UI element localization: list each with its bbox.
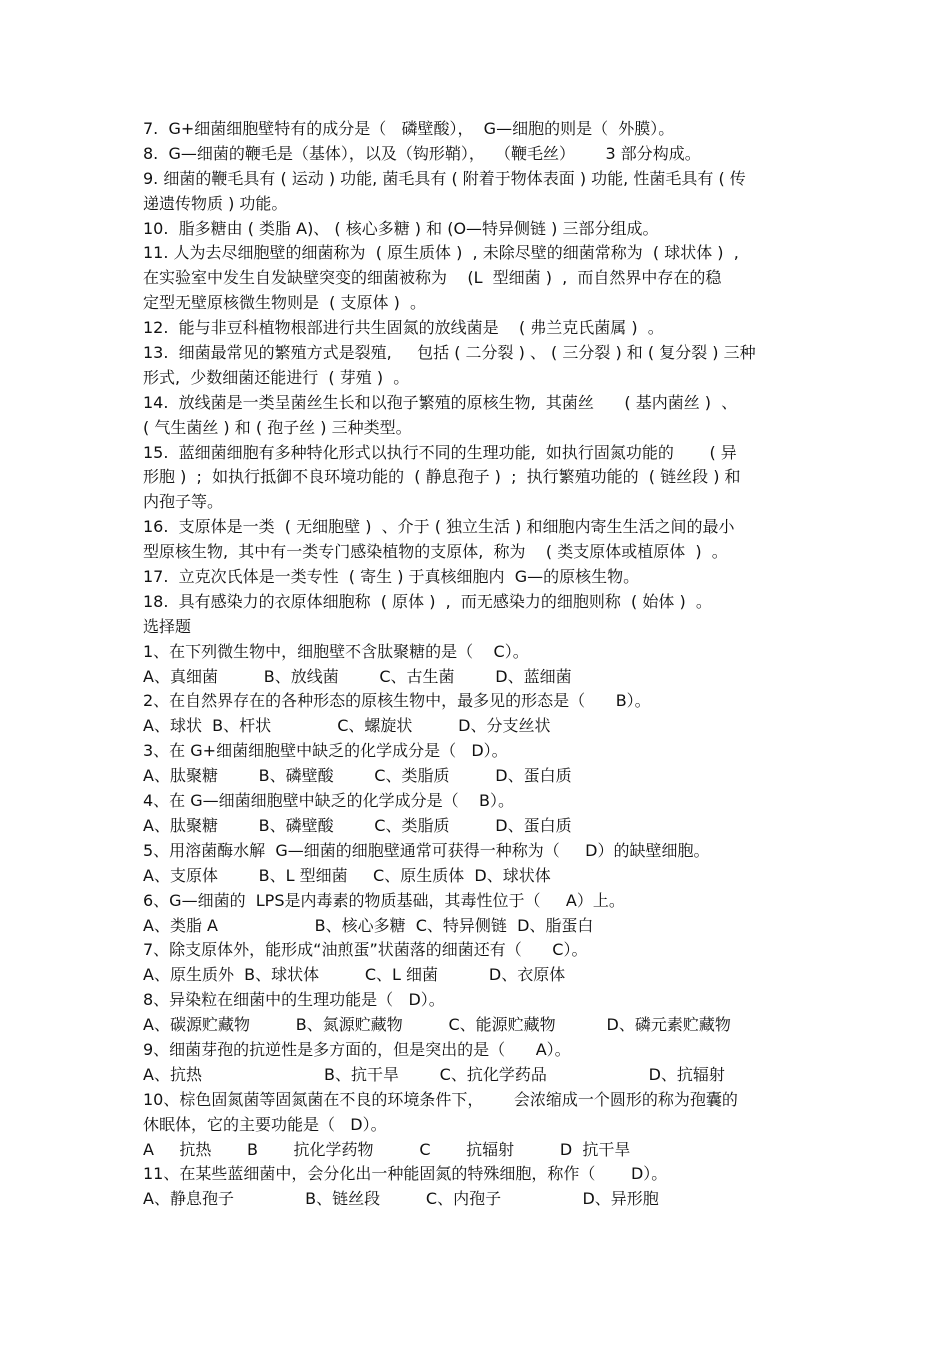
text-line: 10. 脂多糖由 ( 类脂 A)、 ( 核心多糖 ) 和 (O—特异侧链 ) 三部分组成。	[143, 218, 659, 238]
text-line: A、肽聚糖 B、磷壁酸 C、类脂质 D、蛋白质	[143, 815, 572, 835]
text-line: A、静息孢子 B、链丝段 C、内孢子 D、异形胞	[143, 1189, 659, 1209]
text-line: 11. 人为去尽细胞壁的细菌称为 ( 原生质体 ) , 未除尽壁的细菌常称为 ( 球状体 ) ,	[143, 243, 739, 263]
text-line: A、抗热 B、抗干旱 C、抗化学药品 D、抗辐射	[143, 1064, 725, 1084]
text-line: 休眠体，它的主要功能是（ D）。	[143, 1114, 387, 1134]
text-line: 10、棕色固氮菌等固氮菌在不良的环境条件下， 会浓缩成一个圆形的称为孢囊的	[143, 1089, 738, 1109]
text-line: 在实验室中发生自发缺壁突变的细菌被称为 (L 型细菌 ) , 而自然界中存在的稳	[143, 268, 722, 288]
text-line: 14. 放线菌是一类呈菌丝生长和以孢子繁殖的原核生物, 其菌丝 ( 基内菌丝 ) 、	[143, 392, 738, 412]
text-line: 型原核生物, 其中有一类专门感染植物的支原体, 称为 ( 类支原体或植原体 ) 。	[143, 542, 728, 562]
text-line: A、肽聚糖 B、磷壁酸 C、类脂质 D、蛋白质	[143, 766, 572, 786]
text-line: 18. 具有感染力的衣原体细胞称 ( 原体 ) , 而无感染力的细胞则称 ( 始体 ) 。	[143, 591, 712, 611]
text-line: 8、异染粒在细菌中的生理功能是（ D）。	[143, 990, 445, 1010]
text-line: 形胞 ) ; 如执行抵御不良环境功能的 ( 静息孢子 ) ; 执行繁殖功能的 ( 链丝段 ) 和	[143, 467, 741, 487]
text-line: 1、在下列微生物中，细胞壁不含肽聚糖的是（ C）。	[143, 641, 529, 661]
text-line: 12. 能与非豆科植物根部进行共生固氮的放线菌是 ( 弗兰克氏菌属 ) 。	[143, 318, 664, 338]
text-line: A、支原体 B、L 型细菌 C、原生质体 D、球状体	[143, 865, 551, 885]
text-line: 2、在自然界存在的各种形态的原核生物中，最多见的形态是（ B）。	[143, 691, 651, 711]
text-line: 形式, 少数细菌还能进行 ( 芽殖 ) 。	[143, 367, 410, 387]
text-line: A、类脂 A B、核心多糖 C、特异侧链 D、脂蛋白	[143, 915, 594, 935]
text-line: A、原生质外 B、球状体 C、L 细菌 D、衣原体	[143, 965, 566, 985]
text-line: 7. G+细菌细胞壁特有的成分是（ 磷壁酸）， G—细胞的则是（ 外膜）。	[143, 119, 675, 138]
text-line: 13. 细菌最常见的繁殖方式是裂殖, 包括 ( 二分裂 ) 、 ( 三分裂 ) 和 ( 复分裂 ) 三种	[143, 343, 756, 363]
text-line: A、球状 B、杆状 C、螺旋状 D、分支丝状	[143, 716, 551, 736]
document-body	[143, 117, 815, 1212]
text-line: 16. 支原体是一类 ( 无细胞壁 ) 、介于 ( 独立生活 ) 和细胞内寄生生活之间的最小	[143, 517, 735, 537]
text-line: 选择题	[143, 616, 192, 636]
text-line: 5、用溶菌酶水解 G—细菌的细胞壁通常可获得一种称为（ D）的缺壁细胞。	[143, 840, 710, 860]
text-line: 7、除支原体外，能形成“油煎蛋”状菌落的细菌还有（ C）。	[143, 940, 588, 960]
text-line: 递遗传物质 ) 功能。	[143, 193, 288, 213]
text-line: 9、细菌芽孢的抗逆性是多方面的，但是突出的是（ A）。	[143, 1039, 571, 1059]
text-line: ( 气生菌丝 ) 和 ( 孢子丝 ) 三种类型。	[143, 417, 412, 437]
text-line: 17. 立克次氏体是一类专性 ( 寄生 ) 于真核细胞内 G—的原核生物。	[143, 567, 640, 587]
text-line: A、碳源贮藏物 B、氮源贮藏物 C、能源贮藏物 D、磷元素贮藏物	[143, 1015, 731, 1035]
text-line: A、真细菌 B、放线菌 C、古生菌 D、蓝细菌	[143, 666, 572, 686]
text-line: 9. 细菌的鞭毛具有 ( 运动 ) 功能, 菌毛具有 ( 附着于物体表面 ) 功能, 性菌毛具有 ( 传	[143, 168, 746, 188]
text-line: 11、在某些蓝细菌中，会分化出一种能固氮的特殊细胞，称作（ D）。	[143, 1164, 668, 1184]
text-line: A 抗热 B 抗化学药物 C 抗辐射 D 抗干旱	[143, 1139, 631, 1159]
text-line: 6、G—细菌的 LPS是内毒素的物质基础，其毒性位于（ A）上。	[143, 890, 625, 910]
text-line: 15. 蓝细菌细胞有多种特化形式以执行不同的生理功能, 如执行固氮功能的 ( 异	[143, 442, 737, 462]
text-line: 8. G—细菌的鞭毛是（基体），以及（钩形鞘）， （鞭毛丝） 3 部分构成。	[143, 143, 701, 163]
text-line: 内孢子等。	[143, 492, 224, 512]
text-line: 4、在 G—细菌细胞壁中缺乏的化学成分是（ B）。	[143, 791, 514, 811]
text-line: 定型无壁原核微生物则是 ( 支原体 ) 。	[143, 293, 427, 313]
text-line: 3、在 G+细菌细胞壁中缺乏的化学成分是（ D）。	[143, 741, 508, 761]
